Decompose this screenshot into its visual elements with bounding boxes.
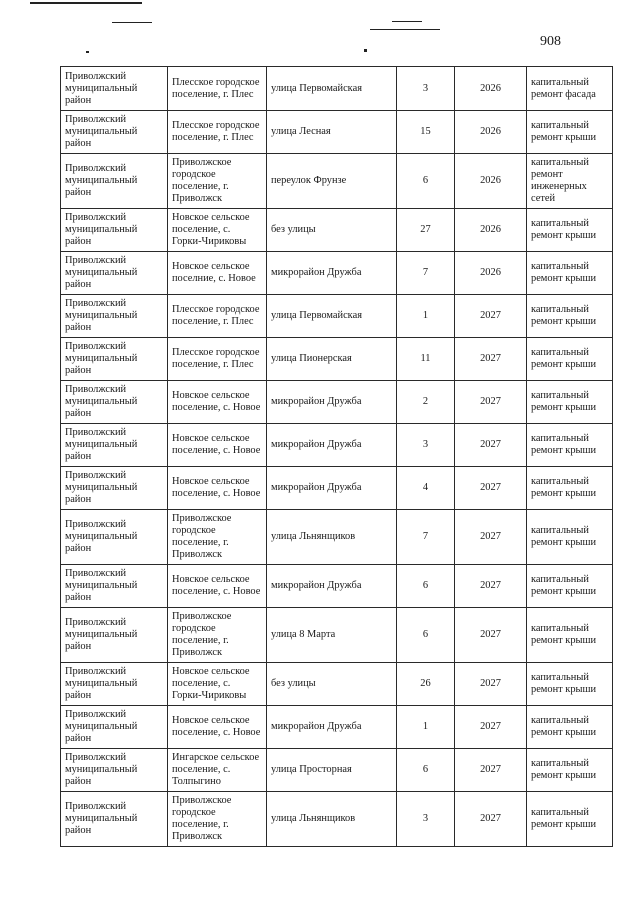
- house-number-cell: 3: [397, 424, 455, 467]
- year-cell: 2027: [455, 424, 527, 467]
- scan-mark: [112, 22, 152, 23]
- street-cell: без улицы: [267, 209, 397, 252]
- settlement-cell: Новское сельское поселение, с. Горки-Чириковы: [168, 663, 267, 706]
- table-row: [61, 154, 613, 209]
- year-cell: 2027: [455, 381, 527, 424]
- table-row: [61, 706, 613, 749]
- year-cell: 2026: [455, 154, 527, 209]
- house-number-cell: 6: [397, 154, 455, 209]
- district-cell: Приволжский муниципальный район: [61, 608, 168, 663]
- district-cell: Приволжский муниципальный район: [61, 792, 168, 847]
- house-number-cell: 6: [397, 565, 455, 608]
- year-cell: 2027: [455, 467, 527, 510]
- year-cell: 2026: [455, 67, 527, 111]
- table-row: [61, 565, 613, 608]
- house-number-cell: 3: [397, 792, 455, 847]
- house-number-cell: 1: [397, 295, 455, 338]
- table-row: [61, 338, 613, 381]
- street-cell: микрорайон Дружба: [267, 706, 397, 749]
- district-cell: Приволжский муниципальный район: [61, 663, 168, 706]
- work-type-cell: капитальный ремонт фасада: [527, 67, 613, 111]
- table-row: [61, 111, 613, 154]
- street-cell: микрорайон Дружба: [267, 381, 397, 424]
- scan-mark: [364, 49, 367, 52]
- year-cell: 2027: [455, 663, 527, 706]
- table-row: [61, 209, 613, 252]
- work-type-cell: капитальный ремонт крыши: [527, 252, 613, 295]
- settlement-cell: Новское сельское поселение, с. Новое: [168, 381, 267, 424]
- settlement-cell: Плесское городское поселение, г. Плес: [168, 295, 267, 338]
- scan-mark: [370, 29, 440, 30]
- work-type-cell: капитальный ремонт крыши: [527, 338, 613, 381]
- settlement-cell: Плесское городское поселение, г. Плес: [168, 67, 267, 111]
- district-cell: Приволжский муниципальный район: [61, 565, 168, 608]
- district-cell: Приволжский муниципальный район: [61, 295, 168, 338]
- year-cell: 2027: [455, 295, 527, 338]
- work-type-cell: капитальный ремонт крыши: [527, 424, 613, 467]
- house-number-cell: 11: [397, 338, 455, 381]
- street-cell: микрорайон Дружба: [267, 252, 397, 295]
- settlement-cell: Новское сельское поселение, с. Новое: [168, 467, 267, 510]
- work-type-cell: капитальный ремонт крыши: [527, 565, 613, 608]
- district-cell: Приволжский муниципальный район: [61, 467, 168, 510]
- table-row: [61, 663, 613, 706]
- table-row: [61, 381, 613, 424]
- street-cell: без улицы: [267, 663, 397, 706]
- house-number-cell: 2: [397, 381, 455, 424]
- house-number-cell: 26: [397, 663, 455, 706]
- settlement-cell: Новское сельское поселение, с. Горки-Чириковы: [168, 209, 267, 252]
- street-cell: микрорайон Дружба: [267, 467, 397, 510]
- street-cell: улица Лесная: [267, 111, 397, 154]
- work-type-cell: капитальный ремонт инженерных сетей: [527, 154, 613, 209]
- street-cell: улица Просторная: [267, 749, 397, 792]
- district-cell: Приволжский муниципальный район: [61, 749, 168, 792]
- work-type-cell: капитальный ремонт крыши: [527, 510, 613, 565]
- year-cell: 2027: [455, 608, 527, 663]
- table-row: [61, 749, 613, 792]
- settlement-cell: Плесское городское поселение, г. Плес: [168, 338, 267, 381]
- district-cell: Приволжский муниципальный район: [61, 154, 168, 209]
- house-number-cell: 7: [397, 252, 455, 295]
- settlement-cell: Приволжское городское поселение, г. Приволжск: [168, 608, 267, 663]
- district-cell: Приволжский муниципальный район: [61, 67, 168, 111]
- table-row: [61, 792, 613, 847]
- settlement-cell: Новское сельское поселние, с. Новое: [168, 252, 267, 295]
- work-type-cell: капитальный ремонт крыши: [527, 295, 613, 338]
- settlement-cell: Плесское городское поселение, г. Плес: [168, 111, 267, 154]
- settlement-cell: Приволжское городское поселение, г. Приволжск: [168, 154, 267, 209]
- street-cell: улица Пионерская: [267, 338, 397, 381]
- scan-mark: [392, 21, 422, 22]
- year-cell: 2026: [455, 209, 527, 252]
- work-type-cell: капитальный ремонт крыши: [527, 792, 613, 847]
- settlement-cell: Приволжское городское поселение, г. Приволжск: [168, 510, 267, 565]
- house-number-cell: 4: [397, 467, 455, 510]
- street-cell: улица Льнянщиков: [267, 510, 397, 565]
- settlement-cell: Ингарское сельское поселение, с. Толпыгино: [168, 749, 267, 792]
- table-row: [61, 467, 613, 510]
- house-number-cell: 3: [397, 67, 455, 111]
- year-cell: 2027: [455, 338, 527, 381]
- work-type-cell: капитальный ремонт крыши: [527, 381, 613, 424]
- year-cell: 2027: [455, 792, 527, 847]
- table-row: [61, 252, 613, 295]
- scan-mark: [86, 51, 89, 53]
- work-type-cell: капитальный ремонт крыши: [527, 749, 613, 792]
- year-cell: 2027: [455, 510, 527, 565]
- street-cell: микрорайон Дружба: [267, 565, 397, 608]
- street-cell: микрорайон Дружба: [267, 424, 397, 467]
- table-row: [61, 67, 613, 111]
- house-number-cell: 15: [397, 111, 455, 154]
- work-type-cell: капитальный ремонт крыши: [527, 467, 613, 510]
- table-row: [61, 510, 613, 565]
- district-cell: Приволжский муниципальный район: [61, 111, 168, 154]
- house-number-cell: 27: [397, 209, 455, 252]
- district-cell: Приволжский муниципальный район: [61, 424, 168, 467]
- settlement-cell: Приволжское городское поселение, г. Приволжск: [168, 792, 267, 847]
- street-cell: улица Льнянщиков: [267, 792, 397, 847]
- house-number-cell: 7: [397, 510, 455, 565]
- work-type-cell: капитальный ремонт крыши: [527, 111, 613, 154]
- scan-mark: [30, 2, 142, 4]
- settlement-cell: Новское сельское поселение, с. Новое: [168, 424, 267, 467]
- district-cell: Приволжский муниципальный район: [61, 338, 168, 381]
- settlement-cell: Новское сельское поселение, с. Новое: [168, 565, 267, 608]
- year-cell: 2026: [455, 252, 527, 295]
- street-cell: улица Первомайская: [267, 295, 397, 338]
- settlement-cell: Новское сельское поселение, с. Новое: [168, 706, 267, 749]
- year-cell: 2026: [455, 111, 527, 154]
- district-cell: Приволжский муниципальный район: [61, 209, 168, 252]
- street-cell: улица 8 Марта: [267, 608, 397, 663]
- year-cell: 2027: [455, 565, 527, 608]
- district-cell: Приволжский муниципальный район: [61, 252, 168, 295]
- street-cell: улица Первомайская: [267, 67, 397, 111]
- street-cell: переулок Фрунзе: [267, 154, 397, 209]
- table-row: [61, 608, 613, 663]
- repair-schedule-table: [60, 66, 613, 847]
- year-cell: 2027: [455, 706, 527, 749]
- district-cell: Приволжский муниципальный район: [61, 381, 168, 424]
- table-row: [61, 295, 613, 338]
- page-number: 908: [540, 34, 561, 49]
- district-cell: Приволжский муниципальный район: [61, 706, 168, 749]
- house-number-cell: 1: [397, 706, 455, 749]
- work-type-cell: капитальный ремонт крыши: [527, 608, 613, 663]
- table-row: [61, 424, 613, 467]
- work-type-cell: капитальный ремонт крыши: [527, 209, 613, 252]
- work-type-cell: капитальный ремонт крыши: [527, 706, 613, 749]
- table-body: [61, 67, 613, 847]
- work-type-cell: капитальный ремонт крыши: [527, 663, 613, 706]
- district-cell: Приволжский муниципальный район: [61, 510, 168, 565]
- house-number-cell: 6: [397, 608, 455, 663]
- year-cell: 2027: [455, 749, 527, 792]
- house-number-cell: 6: [397, 749, 455, 792]
